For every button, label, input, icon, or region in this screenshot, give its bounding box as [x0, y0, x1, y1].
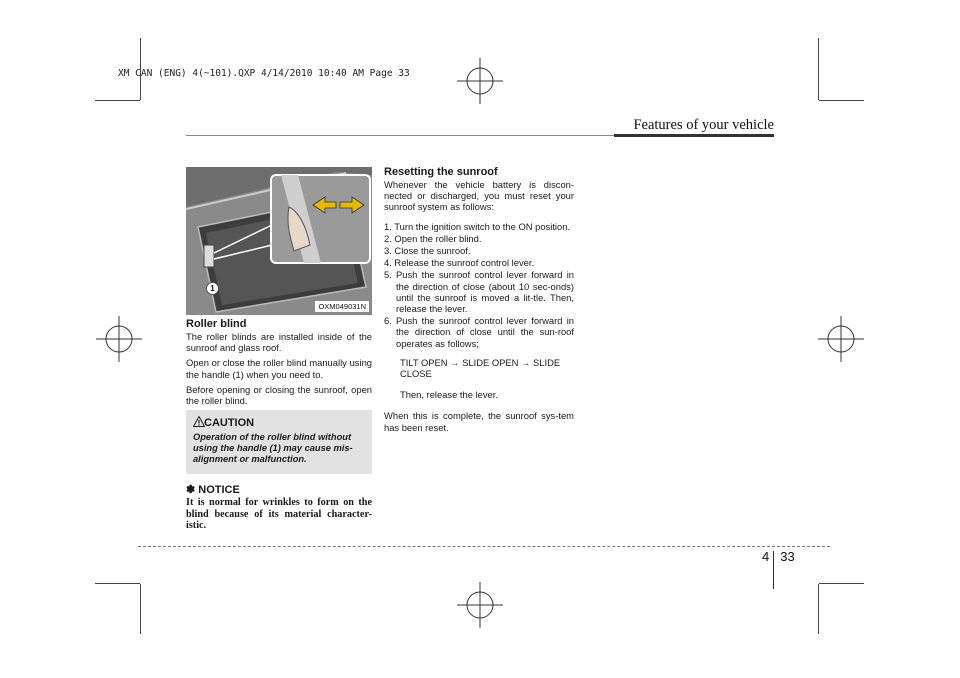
resetting-intro: Whenever the vehicle battery is discon-nected or discharged, you must reset your sunroof system as follows:	[384, 179, 574, 213]
step-item: 2. Open the roller blind.	[384, 232, 482, 244]
page-number	[762, 549, 795, 564]
footer-rule	[138, 546, 830, 547]
callout-number: 1	[206, 282, 219, 295]
caution-text: Operation of the roller blind without using the handle (1) may cause mis-alignment or malfunction.	[193, 432, 353, 464]
closing-text: When this is complete, the sunroof sys-tem has been reset.	[384, 410, 574, 433]
roller-blind-heading: Roller blind	[186, 318, 247, 330]
roller-blind-figure	[186, 167, 372, 315]
chapter-number: 4	[762, 549, 770, 564]
header-accent-bar	[614, 134, 774, 137]
print-slug: XM CAN (ENG) 4(~101).QXP 4/14/2010 10:40 AM Page 33	[118, 68, 410, 79]
notice-text: It is normal for wrinkles to form on the blind because of its material character-istic.	[186, 497, 372, 531]
paragraph: The roller blinds are installed inside of the sunroof and glass roof.	[186, 331, 372, 354]
registration-mark-icon	[457, 58, 503, 104]
registration-mark-icon	[96, 316, 142, 362]
paragraph: Open or close the roller blind manually using the handle (1) when you need to.	[186, 357, 372, 380]
crop-mark	[140, 584, 141, 634]
operation-sequence: TILT OPEN → SLIDE OPEN → SLIDE CLOSE	[400, 356, 561, 380]
step-item: 3. Close the sunroof.	[384, 245, 471, 257]
crop-mark	[818, 38, 819, 100]
crop-mark	[95, 100, 140, 101]
crop-mark	[819, 100, 864, 101]
figure-code: OXM049031N	[315, 301, 369, 312]
release-instruction: Then, release the lever.	[400, 389, 498, 401]
crop-mark	[818, 584, 819, 634]
resetting-heading: Resetting the sunroof	[384, 166, 498, 178]
page-number-value: 33	[780, 549, 795, 564]
caution-box	[186, 410, 372, 474]
notice-section	[186, 484, 372, 532]
resetting-steps	[384, 221, 574, 349]
registration-mark-icon	[818, 316, 864, 362]
paragraph: Before opening or closing the sunroof, open the roller blind.	[186, 383, 372, 407]
page-number-divider	[773, 551, 774, 589]
crop-mark	[819, 583, 864, 584]
registration-mark-icon	[457, 582, 503, 628]
notice-heading: ✽ NOTICE	[186, 484, 240, 496]
crop-mark	[95, 583, 140, 584]
section-title: Features of your vehicle	[633, 117, 774, 133]
caution-heading: CAUTION	[204, 417, 255, 429]
step-item: 1. Turn the ignition switch to the ON position.	[384, 220, 571, 232]
step-item: 4. Release the sunroof control lever.	[384, 257, 535, 269]
roller-blind-section	[186, 318, 372, 410]
resetting-section	[384, 166, 574, 437]
step-item: 6. Push the sunroof control lever forward in the direction of close until the sun-roof operates as follows;	[384, 315, 574, 349]
step-item: 5. Push the sunroof control lever forward in the direction of close (about 10 sec-onds) until the sunroof is moved a lit-tle. Then, release the lever.	[384, 269, 574, 315]
